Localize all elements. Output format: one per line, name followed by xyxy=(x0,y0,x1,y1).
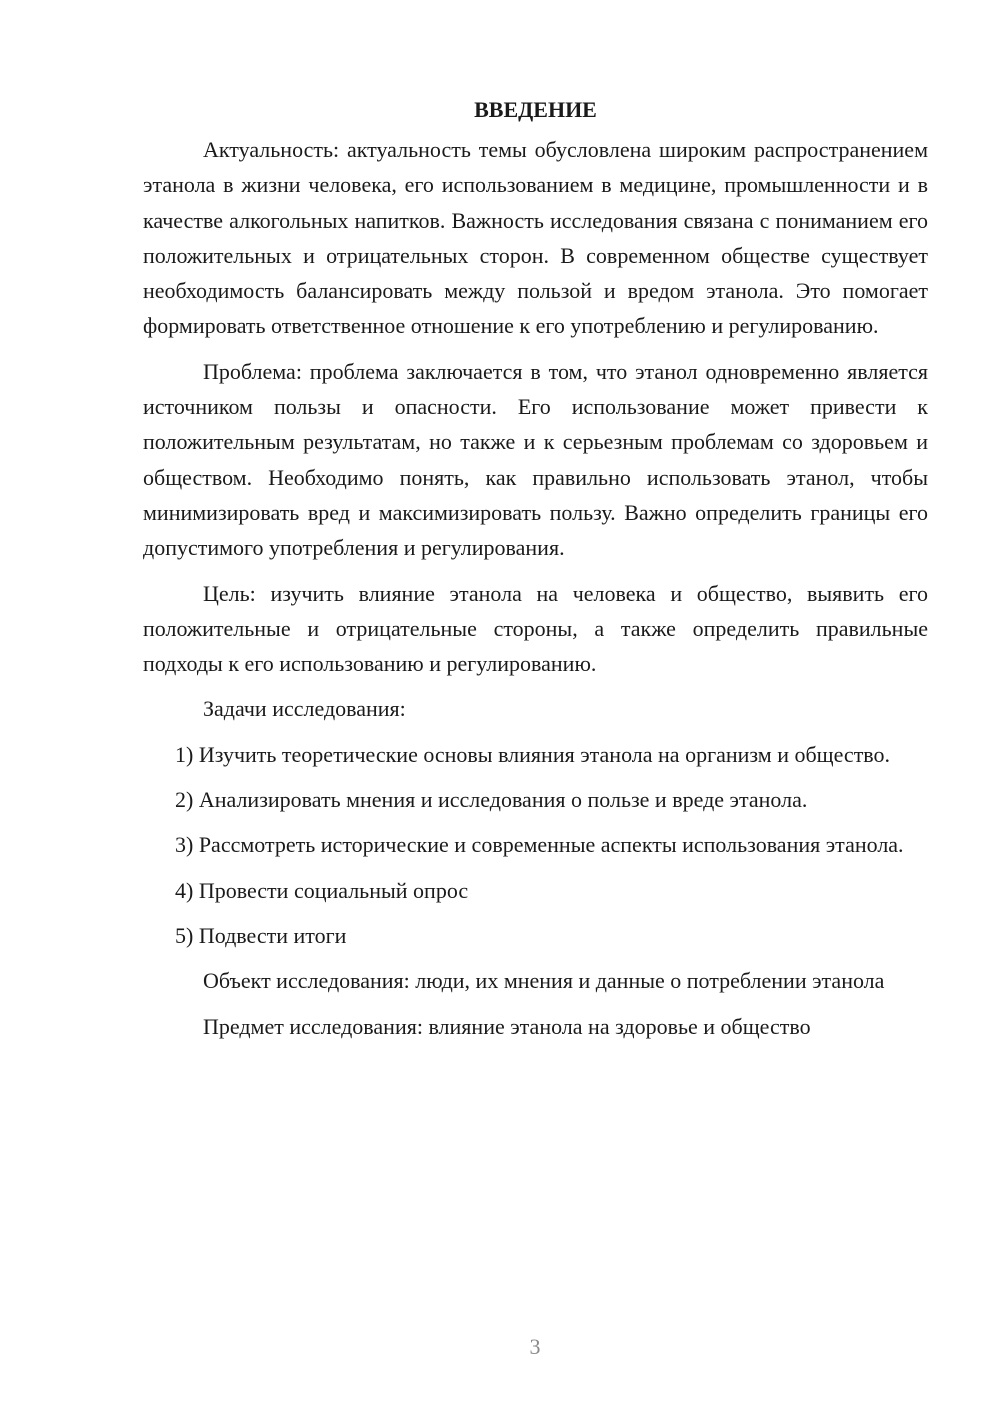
tasks-list xyxy=(143,737,928,953)
goal-paragraph: Цель: изучить влияние этанола на человека и общество, выявить его положительные и отрицательные стороны, а также определить правильные подходы к его использованию и регулированию. xyxy=(143,580,928,677)
relevance-paragraph: Актуальность: актуальность темы обусловлена широким распространением этанола в жизни человека, его использованием в медицине, промышленности и в качестве алкогольных напитков. Важность исследования связана с пониманием его положительных и отрицательных сторон. В современном обществе существует необходимость балансировать между пользой и вредом этанола. Это помогает формировать ответственное отношение к его употреблению и регулированию. xyxy=(143,137,928,339)
section-heading: ВВЕДЕНИЕ xyxy=(474,97,597,122)
task-item-1: 1) Изучить теоретические основы влияния этанола на организм и общество. xyxy=(175,741,891,767)
page-number: 3 xyxy=(529,1334,541,1359)
task-item-2: 2) Анализировать мнения и исследования о пользе и вреде этанола. xyxy=(175,787,808,813)
subject-paragraph: Предмет исследования: влияние этанола на здоровье и общество xyxy=(203,1013,811,1039)
task-item-5: 5) Подвести итоги xyxy=(175,922,347,948)
problem-paragraph: Проблема: проблема заключается в том, что этанол одновременно является источником пользы и опасности. Его использование может привести к положительным результатам, но также и к серьезным проблемам со здоровьем и обществом. Необходимо понять, как правильно использовать этанол, чтобы минимизировать вред и максимизировать пользу. Важно определить границы его допустимого употребления и регулирования. xyxy=(143,358,928,561)
task-item-4: 4) Провести социальный опрос xyxy=(175,877,469,903)
tasks-label: Задачи исследования: xyxy=(203,696,406,722)
object-paragraph: Объект исследования: люди, их мнения и данные о потреблении этанола xyxy=(203,968,885,994)
task-item-3: 3) Рассмотреть исторические и современные аспекты использования этанола. xyxy=(175,832,904,858)
document-page xyxy=(143,92,928,1054)
